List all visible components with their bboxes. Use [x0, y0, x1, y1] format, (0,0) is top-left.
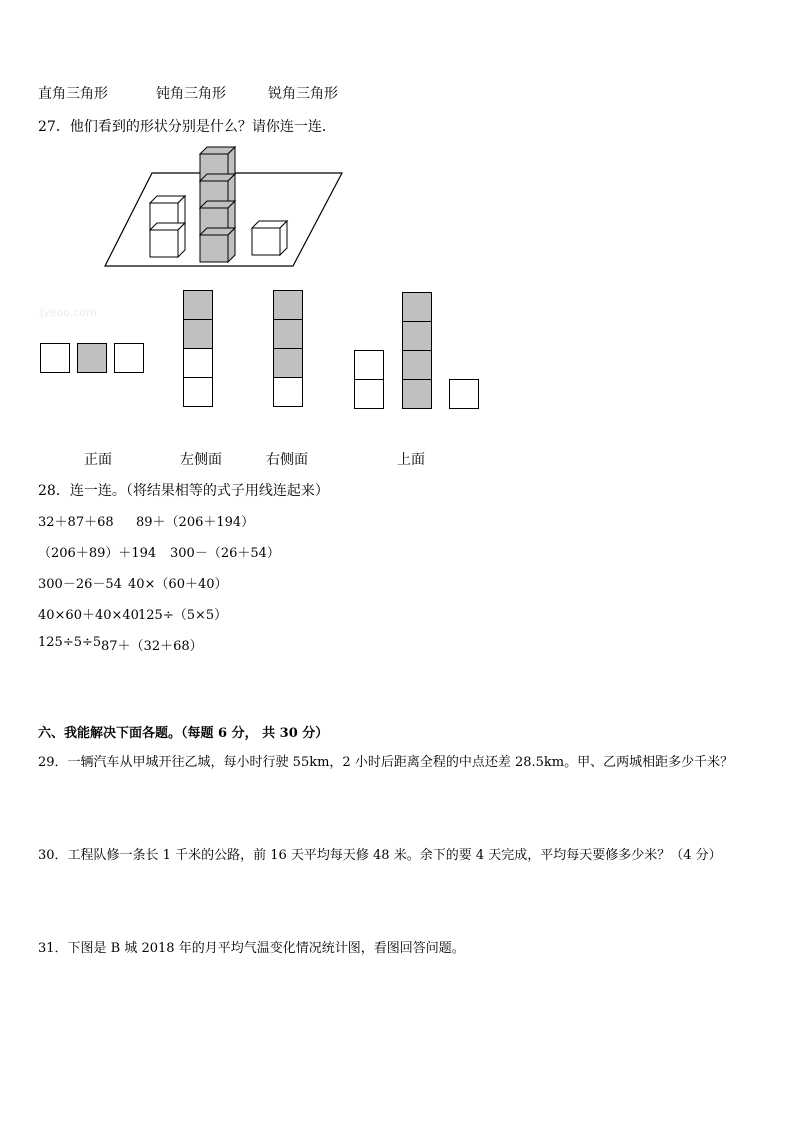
expr-left-1: 32＋87＋68	[38, 515, 114, 530]
right-single-cube	[252, 221, 287, 255]
section-6-title: 六、我能解决下面各题。（每题 6 分， 共 30 分）	[38, 726, 329, 741]
question-29-text: 29．一辆汽车从甲城开往乙城，每小时行驶 55km，2 小时后距离全程的中点还差 28.5km。甲、乙两城相距多少千米？	[38, 755, 734, 770]
option-acute-triangle: 锐角三角形	[268, 86, 338, 102]
expr-left-5: 125÷5÷5	[38, 635, 102, 650]
question-28-text: 28．连一连。（将结果相等的式子用线连起来）	[38, 483, 329, 499]
expr-right-2: 300－（26＋54）	[170, 546, 280, 561]
option-obtuse-triangle: 钝角三角形	[156, 86, 226, 102]
question-31-text: 31．下图是 B 城 2018 年的月平均气温变化情况统计图，看图回答问题。	[38, 941, 465, 956]
question-27-text: 27．他们看到的形状分别是什么？请你连一连．	[38, 119, 336, 135]
expr-right-3: 40×（60＋40）	[128, 577, 228, 592]
expr-left-3: 300－26－54	[38, 577, 122, 592]
watermark: Jyeoo.com	[40, 306, 97, 319]
expr-right-1: 89＋（206＋194）	[136, 515, 255, 530]
cube-arrangement-figure	[100, 143, 360, 273]
question-30-text: 30．工程队修一条长 1 千米的公路，前 16 天平均每天修 48 米。余下的要 4 天完成，平均每天要修多少米？（4 分）	[38, 848, 722, 863]
expr-right-5: 87＋（32＋68）	[101, 639, 203, 654]
label-left-side: 左侧面	[180, 452, 222, 468]
middle-stack-cube-4	[200, 228, 235, 262]
expr-left-2: （206＋89）＋194	[38, 546, 157, 561]
expr-right-4: 125÷（5×5）	[138, 608, 228, 623]
expr-left-4: 40×60＋40×40	[38, 608, 139, 623]
option-right-triangle: 直角三角形	[38, 86, 108, 102]
left-stack-cube-bottom	[150, 223, 185, 257]
label-front: 正面	[84, 452, 112, 468]
label-top: 上面	[397, 452, 425, 468]
label-right-side: 右侧面	[266, 452, 308, 468]
